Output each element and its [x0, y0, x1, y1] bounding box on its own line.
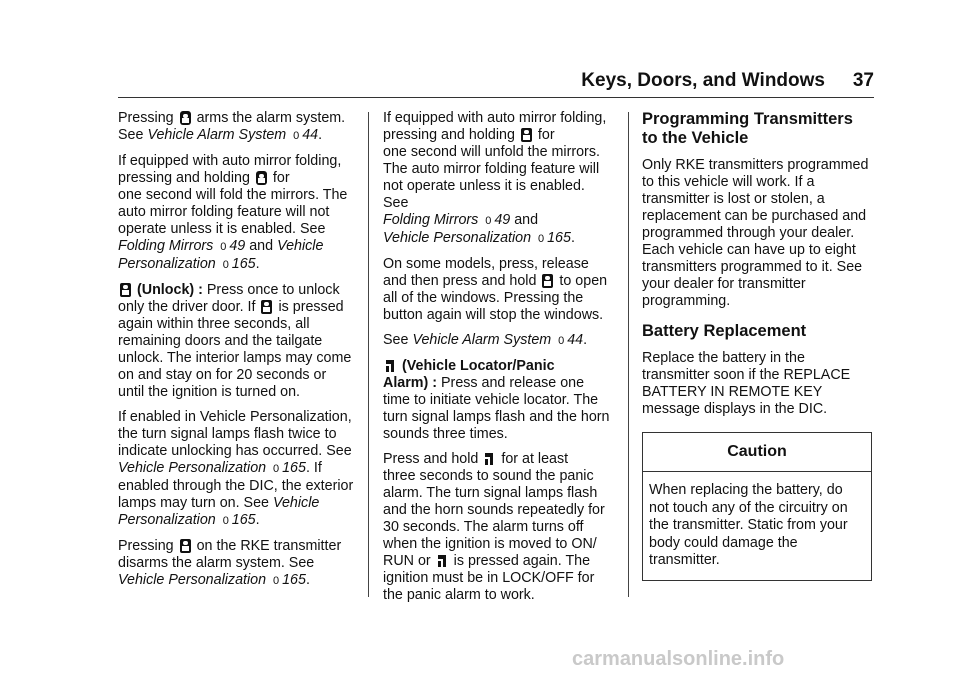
- section-title: Keys, Doors, and Windows: [581, 70, 825, 91]
- link-folding-mirrors[interactable]: Folding Mirrors: [118, 238, 214, 254]
- section-heading: Battery Replacement: [642, 322, 807, 340]
- section-heading: Programming Transmitters to the Vehicle: [642, 110, 853, 147]
- column-2: [383, 110, 613, 612]
- paragraph: If equipped with auto mirror folding, pressing and holding for one second will fold the mirrors. The auto mirror folding feature will not operate unless it is enabled. See Folding Mirrors 0 49 and Vehicle Personalization 0 165.: [118, 153, 348, 272]
- caution-title: Caution: [643, 433, 871, 472]
- link-vehicle-personalization[interactable]: Personalization: [118, 256, 216, 272]
- link-vehicle-personalization[interactable]: Personalization: [168, 460, 267, 476]
- unlock-icon: [261, 300, 272, 314]
- watermark: carmanualsonline.info: [572, 648, 785, 670]
- panic-icon: [437, 554, 448, 568]
- panic-icon: [385, 359, 396, 373]
- paragraph: See Vehicle Alarm System 0 44.: [383, 332, 588, 348]
- column-3: [642, 110, 872, 581]
- page-ref-icon: 0: [293, 130, 300, 142]
- header-rule: [118, 97, 874, 98]
- paragraph: If enabled in Vehicle Personalization, the turn signal lamps flash twice to indicate unlocking has occurred. See Vehicle Personalization 0 165. If enabled through the DIC, the exterior lamps may turn on. See Vehicle Personalization 0 165.: [118, 409, 354, 528]
- page-ref-icon: 0: [273, 463, 280, 475]
- paragraph: Pressing arms the alarm system. See Vehicle Alarm System 0 44.: [118, 110, 346, 143]
- page-ref-icon: 0: [485, 215, 492, 227]
- paragraph: (Vehicle Locator/Panic Alarm) : Press and release one time to initiate vehicle locator. The turn signal lamps flash and the horn sounds three times.: [383, 358, 610, 442]
- link-folding-mirrors[interactable]: Folding Mirrors: [383, 212, 479, 228]
- caution-box: [642, 432, 872, 581]
- caution-body: When replacing the battery, do not touch any of the circuitry on the transmitter. Static from your body could damage the transmitter.: [649, 482, 848, 568]
- link-vehicle-personalization[interactable]: Vehicle: [118, 460, 165, 476]
- lock-icon: [180, 111, 191, 125]
- unlock-icon: [180, 539, 191, 553]
- page-ref-icon: 0: [222, 515, 229, 527]
- panic-icon: [484, 452, 495, 466]
- paragraph: Pressing on the RKE transmitter disarms the alarm system. See Vehicle Personalization 0 165.: [118, 538, 342, 588]
- link-vehicle-personalization[interactable]: Personalization: [118, 512, 216, 528]
- page-ref-icon: 0: [538, 233, 545, 245]
- link-vehicle-personalization[interactable]: Vehicle: [272, 495, 320, 511]
- unlock-icon: [120, 283, 131, 297]
- paragraph: If equipped with auto mirror folding, pressing and holding for one second will unfold the mirrors. The auto mirror folding feature will not operate unless it is enabled. See Folding Mirrors 0 49 and Vehicle Personalization 0 165.: [383, 110, 607, 246]
- page-ref-icon: 0: [220, 241, 227, 253]
- link-vehicle-personalization[interactable]: Vehicle Personalization: [118, 572, 267, 588]
- unlock-icon: [542, 274, 553, 288]
- paragraph: Press and hold for at least three seconds to sound the panic alarm. The turn signal lamps flash and the horn sounds repeatedly for 30 seconds. The alarm turns off when the ignition is moved to ON/ RUN or is pressed again. The ignition must be in LOCK/OFF for the panic alarm to work.: [383, 451, 605, 603]
- page-number: 37: [852, 70, 874, 91]
- link-vehicle-personalization[interactable]: Vehicle: [277, 238, 324, 254]
- column-divider: [368, 112, 369, 597]
- page-ref-icon: 0: [222, 259, 229, 271]
- lock-icon: [256, 171, 267, 185]
- column-1: [118, 110, 356, 598]
- column-divider: [628, 112, 629, 597]
- page-ref-icon: 0: [273, 575, 280, 587]
- unlock-icon: [521, 128, 532, 142]
- paragraph: On some models, press, release and then press and hold to open all of the windows. Pressing the button again will stop the windows.: [383, 256, 608, 323]
- link-vehicle-personalization[interactable]: Vehicle Personalization: [383, 230, 532, 246]
- page-ref-icon: 0: [558, 335, 565, 347]
- paragraph: Replace the battery in the transmitter soon if the REPLACE BATTERY IN REMOTE KEY message displays in the DIC.: [642, 350, 851, 417]
- link-vehicle-alarm-system[interactable]: Vehicle Alarm System: [412, 332, 552, 348]
- paragraph: (Unlock) : Press once to unlock only the driver door. If is pressed again within three seconds, all remaining doors and the tailgate unlock. The interior lamps may come on and stay on for 20 seconds or until the ignition is turned on.: [118, 282, 352, 400]
- paragraph: Only RKE transmitters programmed to this vehicle will work. If a transmitter is lost or stolen, a replacement can be purchased and programmed through your dealer. Each vehicle can have up to eight transmitters programmed to it. See your dealer for transmitter programming.: [642, 157, 869, 309]
- link-vehicle-alarm-system[interactable]: Vehicle Alarm System: [147, 127, 287, 143]
